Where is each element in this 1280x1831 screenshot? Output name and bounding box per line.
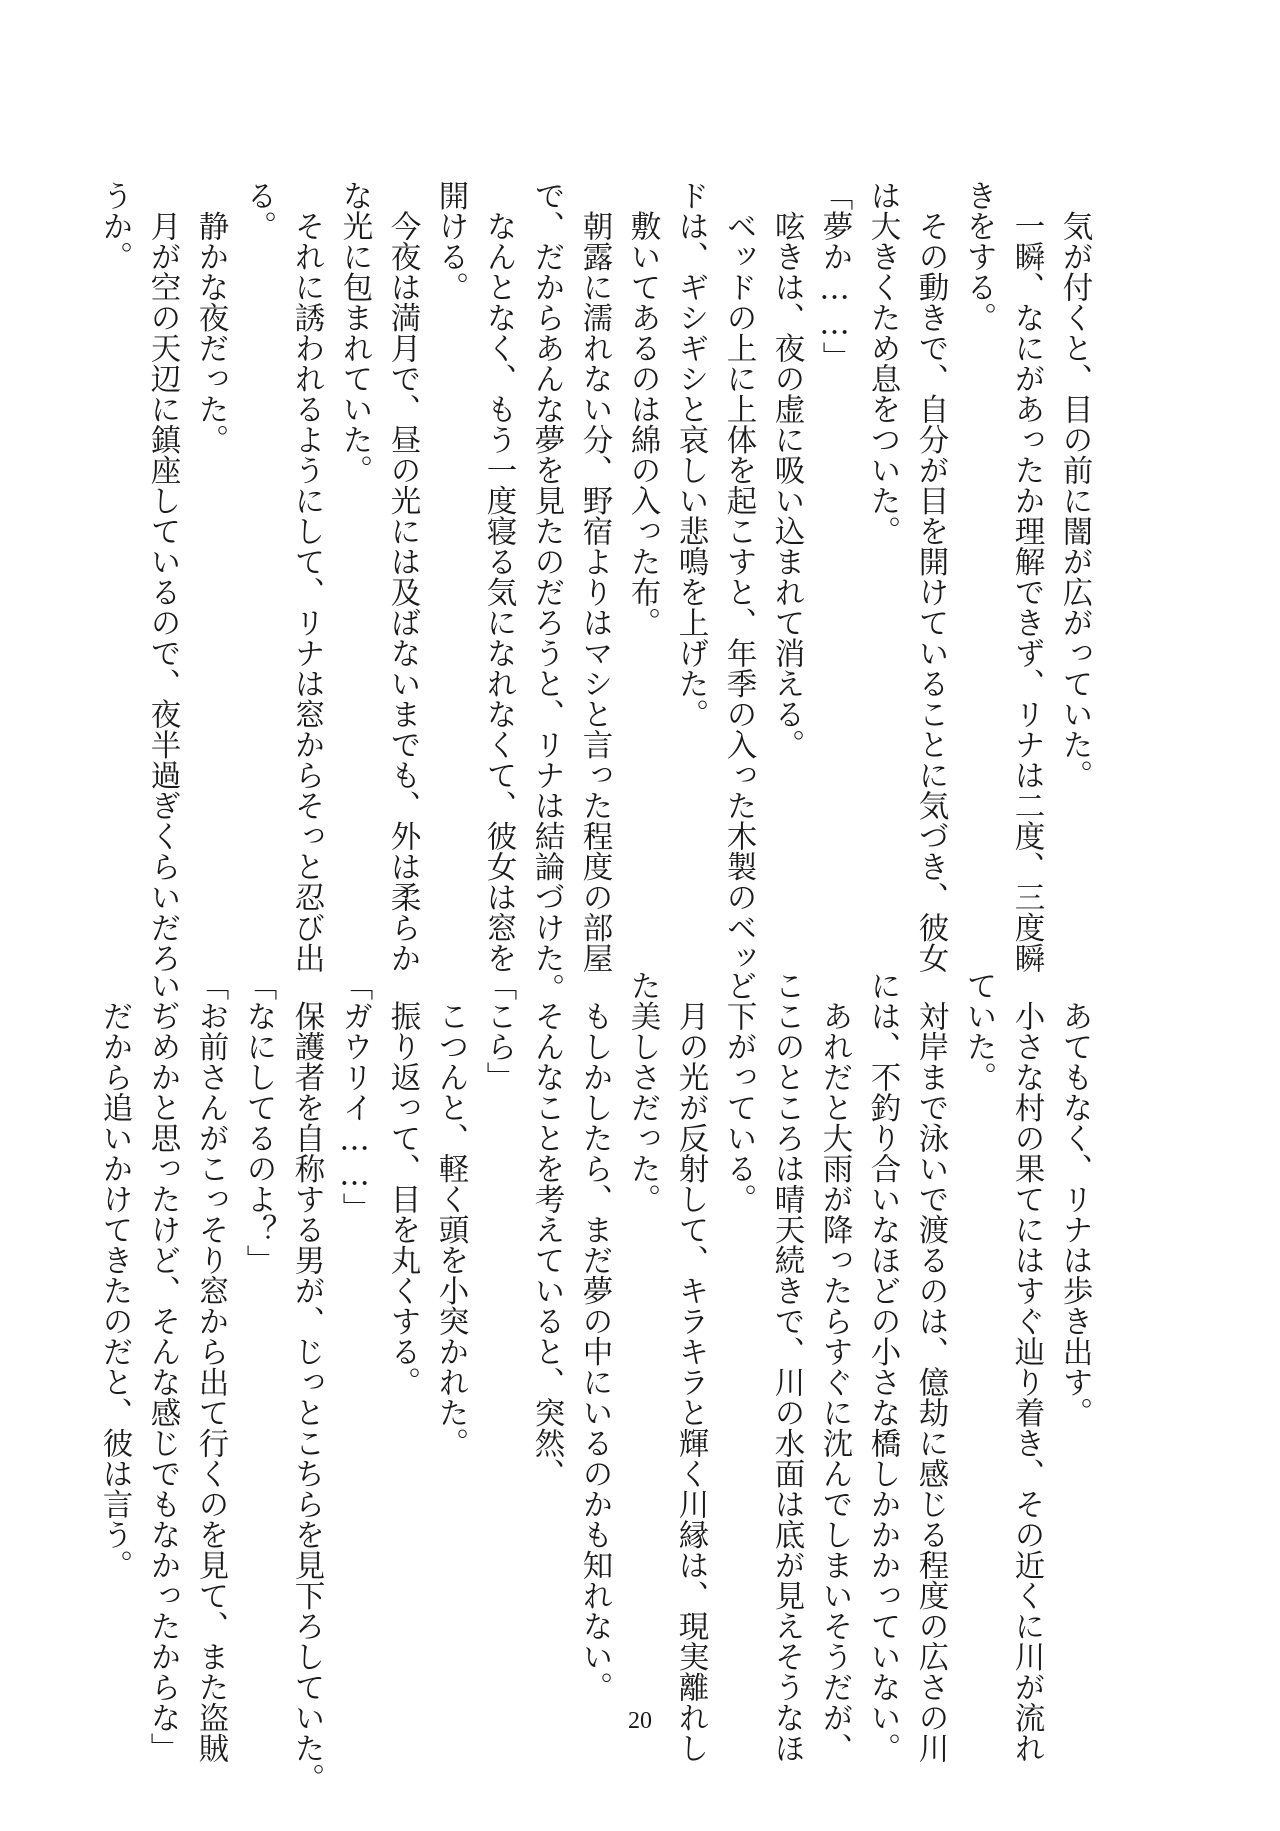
text-line: なんとなく、もう一度寝る気になれなくて、彼女は窓を <box>481 180 516 973</box>
text-line: ドは、ギシギシと哀しい悲鳴を上げた。 <box>673 180 708 729</box>
text-line: あてもなく、リナは歩き出す。 <box>1057 970 1092 1428</box>
text-line: もしかしたら、まだ夢の中にいるのかも知れない。 <box>577 970 612 1702</box>
text-line: 対岸まで泳いで渡るのは、億劫に感じる程度の広さの川 <box>913 970 948 1763</box>
text-line: 気が付くと、目の前に闇が広がっていた。 <box>1057 180 1092 790</box>
text-line: ベッドの上に上体を起こすと、年季の入った木製のベッ <box>721 180 756 973</box>
text-line: うか。 <box>97 180 132 272</box>
text-line: 「ガウリイ……」 <box>337 970 372 1223</box>
text-line: 一瞬、なにがあったか理解できず、リナは二度、三度瞬 <box>1009 180 1044 973</box>
text-line: 朝露に濡れない分、野宿よりはマシと言った程度の部屋 <box>577 180 612 973</box>
text-line: ど下がっている。 <box>721 970 756 1214</box>
text-line: は大きくため息をついた。 <box>865 180 900 546</box>
text-line: 敷いてあるのは綿の入った布。 <box>625 180 660 638</box>
text-line: いぢめかと思ったけど、そんな感じでもなかったからな」 <box>145 970 180 1763</box>
text-line: 「こら」 <box>481 970 516 1092</box>
text-line: 今夜は満月で、昼の光には及ばないまでも、外は柔らか <box>385 180 420 973</box>
text-line: そんなことを考えていると、突然、 <box>529 970 564 1489</box>
text-line: 開ける。 <box>433 180 468 302</box>
text-line: 振り返って、目を丸くする。 <box>385 970 420 1397</box>
text-line: 「お前さんがこっそり窓から出て行くのを見て、また盗賊 <box>193 970 228 1763</box>
text-line: 小さな村の果てにはすぐ辿り着き、その近くに川が流れ <box>1009 970 1044 1763</box>
text-line: な光に包まれていた。 <box>337 180 372 485</box>
text-line: 「夢か……」 <box>817 180 852 372</box>
text-line: だから追いかけてきたのだと、彼は言う。 <box>97 970 132 1580</box>
page-number: 20 <box>628 1708 652 1734</box>
text-line: た美しさだった。 <box>625 970 660 1214</box>
text-line: ここのところは晴天続きで、川の水面は底が見えそうなほ <box>769 970 804 1763</box>
text-line: それに誘われるようにして、リナは窓からそっと忍び出 <box>289 180 324 973</box>
text-line: 月が空の天辺に鎮座しているので、夜半過ぎくらいだろ <box>145 180 180 973</box>
text-line: 保護者を自称する男が、じっとこちらを見下ろしていた。 <box>289 970 324 1794</box>
text-line: きをする。 <box>961 180 996 333</box>
text-line: 「なにしてるのよ？」 <box>241 970 276 1275</box>
text-line: には、不釣り合いなほどの小さな橋しかかかっていない。 <box>865 970 900 1763</box>
text-line: あれだと大雨が降ったらすぐに沈んでしまいそうだが、 <box>817 970 852 1763</box>
text-line: ていた。 <box>961 970 996 1092</box>
text-line: こつんと、軽く頭を小突かれた。 <box>433 970 468 1458</box>
text-line: 月の光が反射して、キラキラと輝く川縁は、現実離れし <box>673 970 708 1763</box>
text-line: る。 <box>241 180 276 241</box>
text-line: 静かな夜だった。 <box>193 180 228 455</box>
text-line: で、だからあんな夢を見たのだろうと、リナは結論づけた。 <box>529 180 564 1004</box>
upper-text-block <box>90 180 1098 1004</box>
text-line: 呟きは、夜の虚に吸い込まれて消える。 <box>769 180 804 760</box>
text-line: その動きで、自分が目を開けていることに気づき、彼女 <box>913 180 948 973</box>
